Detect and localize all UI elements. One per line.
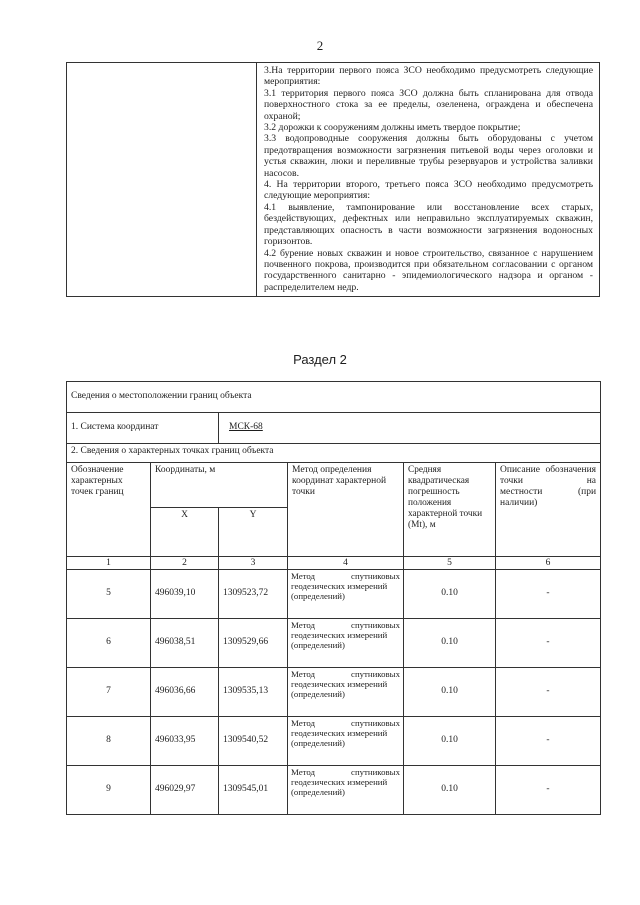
mt-value: 0.10 <box>404 619 496 668</box>
method-line1: Метод спутниковых <box>291 620 400 630</box>
requirements-text-cell <box>257 63 600 297</box>
description-value: - <box>496 717 601 766</box>
header-method: Метод определения координат характерной точки <box>288 463 404 557</box>
description-value: - <box>496 766 601 815</box>
method-rest: геодезических измерений (определений) <box>291 679 388 700</box>
method-line1: Метод спутниковых <box>291 767 400 777</box>
description-value: - <box>496 570 601 619</box>
column-number: 1 <box>67 557 151 570</box>
table-row <box>67 619 601 668</box>
header-point-designation: Обозначение характерных точек границ <box>67 463 151 557</box>
method-cell <box>288 668 404 717</box>
section-heading: Раздел 2 <box>293 352 347 367</box>
method-cell <box>288 717 404 766</box>
point-number: 7 <box>67 668 151 717</box>
header-description-line2: местности (при наличии) <box>500 487 597 508</box>
requirement-paragraph: 4.2 бурение новых скважин и новое строительство, связанное с нарушением почвенного покрова, производится при обязательном согласовании с органом государственного санитарно - эпидемиологического надзора и органом - распределителем недр. <box>264 247 593 293</box>
method-rest: геодезических измерений (определений) <box>291 630 388 651</box>
column-number: 2 <box>151 557 219 570</box>
method-rest: геодезических измерений (определений) <box>291 581 388 602</box>
header-description-line1: Описание обозначения точки на <box>500 465 597 486</box>
column-number: 5 <box>404 557 496 570</box>
mt-value: 0.10 <box>404 717 496 766</box>
method-rest: геодезических измерений (определений) <box>291 777 388 798</box>
point-number: 8 <box>67 717 151 766</box>
boundary-points-table <box>66 381 601 815</box>
description-value: - <box>496 668 601 717</box>
header-y: Y <box>219 508 288 557</box>
column-number: 6 <box>496 557 601 570</box>
coord-y: 1309523,72 <box>219 570 288 619</box>
method-cell <box>288 766 404 815</box>
method-cell <box>288 619 404 668</box>
requirement-paragraph: 3.3 водопроводные сооружения должны быть оборудованы с учетом предотвращения возможности загрязнения питьевой воды через оголовки и устья скважин, люки и переливные трубы резервуаров и устройства заливки насосов. <box>264 133 593 179</box>
page-number: 2 <box>316 38 324 53</box>
method-rest: геодезических измерений (определений) <box>291 728 388 749</box>
mt-value: 0.10 <box>404 668 496 717</box>
column-number: 4 <box>288 557 404 570</box>
method-line1: Метод спутниковых <box>291 669 400 679</box>
coord-x: 496039,10 <box>151 570 219 619</box>
coord-y: 1309535,13 <box>219 668 288 717</box>
points-title: 2. Сведения о характерных точках границ объекта <box>67 444 601 463</box>
coord-y: 1309529,66 <box>219 619 288 668</box>
coord-x: 496029,97 <box>151 766 219 815</box>
table-row <box>67 717 601 766</box>
crs-value: МСК-68 <box>229 422 263 433</box>
coord-x: 496038,51 <box>151 619 219 668</box>
requirement-paragraph: 4.1 выявление, тампонирование или восстановление всех старых, бездействующих, дефектных или неправильно эксплуатируемых скважин, представляющих опасность в части возможности загрязнения водоносных горизонтов. <box>264 201 593 248</box>
table-row <box>67 766 601 815</box>
header-mt: Средняя квадратическая погрешность положения характерной точки (Mt), м <box>404 463 496 557</box>
header-description <box>496 463 601 557</box>
requirement-paragraph: 3.На территории первого пояса ЗСО необходимо предусмотреть следующие мероприятия: <box>264 65 593 88</box>
requirement-paragraph: 3.2 дорожки к сооружениям должны иметь твердое покрытие; <box>264 122 521 134</box>
mt-value: 0.10 <box>404 570 496 619</box>
requirements-empty-cell <box>67 63 257 297</box>
point-number: 6 <box>67 619 151 668</box>
coord-x: 496033,95 <box>151 717 219 766</box>
header-coordinates: Координаты, м <box>151 463 288 508</box>
mt-value: 0.10 <box>404 766 496 815</box>
requirement-paragraph: 4. На территории второго, третьего пояса ЗСО необходимо предусмотреть следующие мероприятия: <box>264 179 593 202</box>
requirement-paragraph: 3.1 территория первого пояса ЗСО должна быть спланирована для отвода поверхностного стока за ее пределы, озеленена, ограждена и обеспечена охраной; <box>264 87 593 122</box>
table-row <box>67 668 601 717</box>
method-line1: Метод спутниковых <box>291 718 400 728</box>
description-value: - <box>496 619 601 668</box>
point-number: 9 <box>67 766 151 815</box>
method-line1: Метод спутниковых <box>291 571 400 581</box>
section-title: Сведения о местоположении границ объекта <box>67 382 601 413</box>
column-number: 3 <box>219 557 288 570</box>
requirements-table <box>66 62 600 297</box>
point-number: 5 <box>67 570 151 619</box>
method-cell <box>288 570 404 619</box>
header-x: X <box>151 508 219 557</box>
coord-y: 1309540,52 <box>219 717 288 766</box>
coord-y: 1309545,01 <box>219 766 288 815</box>
coord-x: 496036,66 <box>151 668 219 717</box>
table-row <box>67 570 601 619</box>
crs-label: 1. Система координат <box>67 413 219 444</box>
